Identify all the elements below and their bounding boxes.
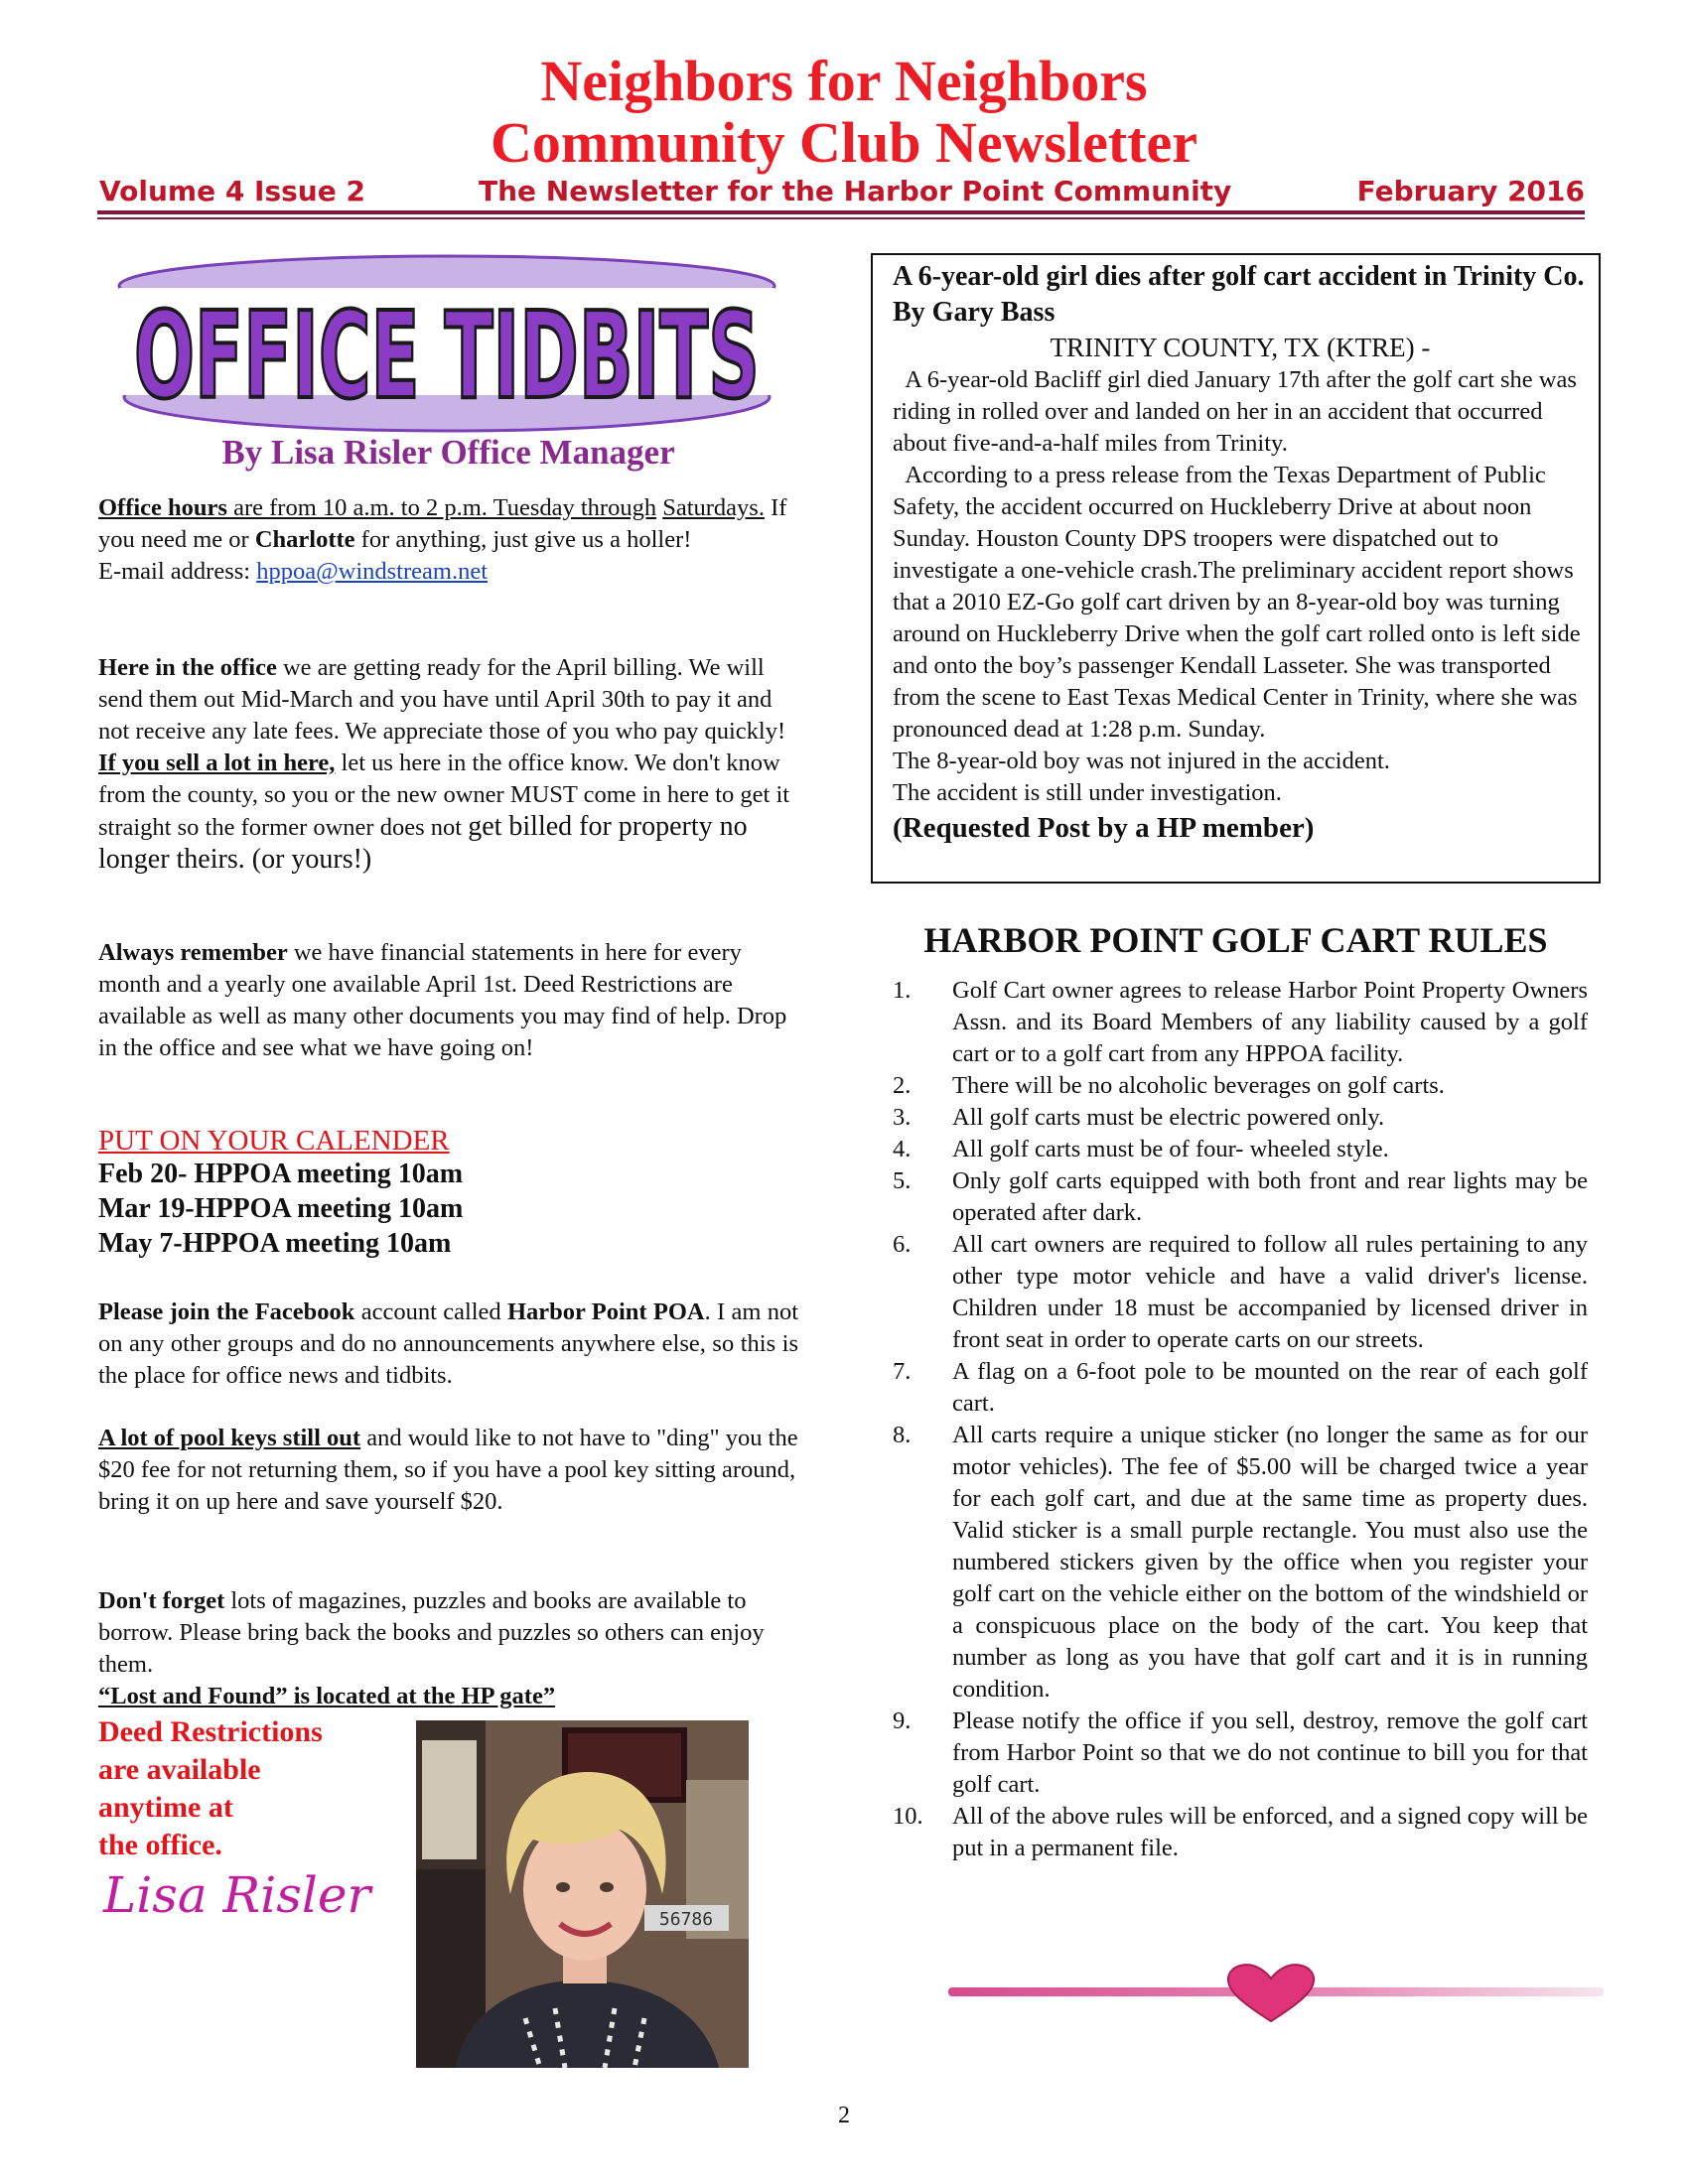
masthead-title-line2: Community Club Newsletter [490,110,1198,175]
office-tidbits-banner [109,248,784,437]
signature: Lisa Risler [103,1866,371,1924]
rule-number: 7. [893,1358,912,1385]
rule-text: A flag on a 6-foot pole to be mounted on the rear of each golf cart. [952,1358,1588,1417]
rule-item [871,1229,1588,1356]
rule-number: 3. [893,1104,912,1131]
rule-text: Golf Cart owner agrees to release Harbor Point Property Owners Assn. and its Board Members of any liability caused by a golf cart or to a golf cart from any HPPOA facility. [952,977,1588,1067]
masthead-subline [99,175,1585,208]
rule-item [871,1070,1588,1102]
rule-text: There will be no alcoholic beverages on golf carts. [952,1072,1445,1099]
rule-item [871,1165,1588,1229]
masthead-title-line1: Neighbors for Neighbors [540,49,1148,113]
news-paragraph: According to a press release from the Texas Department of Public Safety, the accident occurred on Huckleberry Drive at about noon Sunday. Houston County DPS troopers were dispatched out to investigate a one-vehicle crash.The preliminary accident report shows that a 2010 EZ-Go golf cart driven by an 8-year-old boy was turning around on Huckleberry Drive when the golf cart rolled onto is left side and onto the boy’s passenger Kendall Lasseter. She was transported from the scene to East Texas Medical Center in Trinity, where she was pronounced dead at 1:28 p.m. Sunday. [893,462,1587,743]
rule-number: 1. [893,977,912,1004]
news-paragraph: The 8-year-old boy was not injured in the accident. [893,748,1390,774]
dont-forget-paragraph: Don't forget lots of magazines, puzzles and books are available to borrow. Please bring back the books and puzzles so others can enjoy them. “Lost and Found” is located at the HP gate” [98,1587,765,1709]
rule-item [871,1134,1588,1165]
office-tidbits-wordart: OFFICE TIDBITS [134,288,760,426]
rule-number: 5. [893,1167,912,1194]
rule-number: 8. [893,1422,912,1448]
news-headline: A 6-year-old girl dies after golf cart accident in Trinity Co. By Gary Bass [893,261,1585,328]
facebook-group-name: Harbor Point POA [506,1298,705,1325]
issue-date: February 2016 [1356,175,1585,207]
calendar-item: May 7-HPPOA meeting 10am [98,1228,452,1259]
photo-sign-number: 56786 [658,1909,714,1930]
rule-text: All golf carts must be of four- wheeled style. [952,1136,1389,1162]
rule-item [871,1356,1588,1420]
news-dateline: TRINITY COUNTY, TX (KTRE) - [1050,333,1431,362]
rule-number: 10. [893,1803,923,1830]
rule-number: 6. [893,1231,912,1258]
rule-item [871,1420,1588,1706]
rule-number: 9. [893,1707,912,1734]
office-hours-paragraph: Office hours are from 10 a.m. to 2 p.m. Tuesday through Saturdays. If you need me or Charlotte for anything, just give us a holler! E-mail address: hppoa@windstream.net [98,494,787,585]
office-manager-photo [416,1720,749,2068]
rule-item [871,1706,1588,1801]
rule-item [871,1102,1588,1134]
rule-text: All cart owners are required to follow all rules pertaining to any other type motor vehicle and have a valid driver's license. Children under 18 must be accompanied by licensed driver in front seat in order to operate carts on our streets. [952,1231,1588,1353]
page-number: 2 [838,2103,850,2128]
news-footer: (Requested Post by a HP member) [893,812,1315,844]
golf-cart-rules-title: HARBOR POINT GOLF CART RULES [923,920,1548,960]
rule-text: All golf carts must be electric powered only. [952,1104,1385,1131]
facebook-paragraph: Please join the Facebook account called Harbor Point POA. I am not on any other groups and do no announcements anywhere else, so this is the place for office news and tidbits. [98,1298,799,1389]
calendar-heading: PUT ON YOUR CALENDER [98,1125,450,1157]
golf-cart-rules-list [871,975,1588,1864]
rule-number: 2. [893,1072,912,1099]
office-byline: By Lisa Risler Office Manager [221,433,675,472]
masthead-rule [97,210,1585,214]
sell-lot-lead: If you sell a lot in here, [98,750,336,776]
news-paragraph: A 6-year-old Bacliff girl died January 17th after the golf cart she was riding in rolled over and landed on her in an accident that occurred about five-and-a-half miles from Trinity. [893,366,1584,457]
calendar-item: Mar 19-HPPOA meeting 10am [98,1193,464,1224]
pool-keys-paragraph: A lot of pool keys still out and would like to not have to "ding" you the $20 fee for not returning them, so if you have a pool key sitting around, bring it on up here and save yourself $20. [98,1425,798,1515]
rule-text: Please notify the office if you sell, destroy, remove the golf cart from Harbor Point so that we do not continue to bill you for that golf cart. [952,1707,1588,1798]
always-remember-paragraph: Always remember we have financial statements in here for every month and a yearly one available April 1st. Deed Restrictions are available as well as many other documents you may find of help. Drop in the office and see what we have going on! [98,939,787,1061]
rule-item [871,975,1588,1070]
calendar-item: Feb 20- HPPOA meeting 10am [98,1159,464,1189]
volume-issue: Volume 4 Issue 2 [99,175,365,207]
calendar-section [98,1125,798,1261]
news-article-box [871,253,1601,884]
rule-text: Only golf carts equipped with both front and rear lights may be operated after dark. [952,1167,1588,1226]
office-hours-lead: Office hours [98,494,227,521]
deed-restrictions-callout: Deed Restrictions are available anytime at the office. [98,1715,323,1861]
news-paragraph: The accident is still under investigation. [893,779,1282,806]
heart-icon [1228,1965,1314,2021]
rule-number: 4. [893,1136,912,1162]
masthead-rule-thin [97,217,1585,219]
heart-divider [948,1958,1614,2027]
rule-text: All of the above rules will be enforced, and a signed copy will be put in a permanent file. [952,1803,1588,1861]
masthead-tagline: The Newsletter for the Harbor Point Community [479,175,1232,207]
lost-found-note: “Lost and Found” is located at the HP gate” [98,1683,556,1709]
rule-text: All carts require a unique sticker (no longer the same as for our motor vehicles). The fee of $5.00 will be charged twice a year for each golf cart, and due at the same time as property dues. Valid sticker is a small purple rectangle. You must also use the numbered stickers given by the office when you register your golf cart on the vehicle either on the bottom of the windshield or a conspicuous place on the body of the cart. You keep that number as long as you have that golf cart and it is in running condition. [952,1422,1588,1703]
charlotte-name: Charlotte [254,526,355,553]
billing-paragraph: Here in the office we are getting ready for the April billing. We will send them out Mid-March and you have until April 30th to pay it and not receive any late fees. We appreciate those of you who pay quickly! If you sell a lot in here, let us here in the office know. We don't know from the county, so you or the new owner MUST come in here to get it straight so the former owner does not get billed for property no longer theirs. (or yours!) [98,654,790,875]
office-email-link[interactable]: hppoa@windstream.net [256,558,489,585]
rule-item [871,1801,1588,1864]
